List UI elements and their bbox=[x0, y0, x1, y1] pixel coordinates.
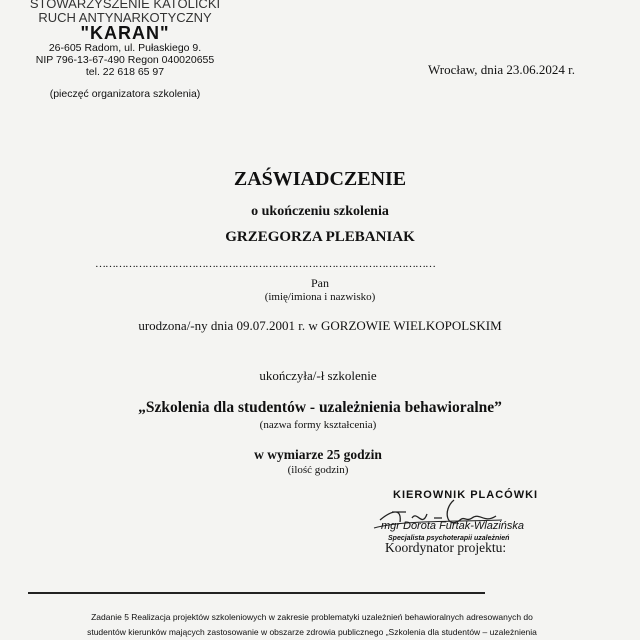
place-date: Wrocław, dnia 23.06.2024 r. bbox=[428, 62, 576, 77]
stamp-caption: (pieczęć organizatora szkolenia) bbox=[49, 88, 201, 100]
birth-line: urodzona/-ny dnia 09.07.2001 r. w GORZOWIE WIELKOPOLSKIM bbox=[138, 318, 502, 333]
coordinator-label: Koordynator projektu: bbox=[385, 540, 507, 555]
footer-line-1: Zadanie 5 Realizacja projektów szkoleniowych w zakresie problematyki uzależnień behawioralnych adresowanych do bbox=[91, 612, 533, 622]
signature-title: Specjalista psychoterapii uzależnień bbox=[388, 535, 510, 542]
course-caption: (nazwa formy kształcenia) bbox=[259, 419, 377, 431]
stamp-line-1: STOWARZYSZENIE KATOLICKI bbox=[29, 0, 221, 11]
hours: w wymiarze 25 godzin bbox=[254, 447, 382, 462]
signature-name: mgr Dorota Furtak-Wlazińska bbox=[381, 520, 525, 532]
document-title: ZAŚWIADCZENIE bbox=[233, 168, 407, 190]
footer-divider bbox=[28, 592, 485, 594]
dotted-line: ………………………………………………………………………………………… bbox=[95, 258, 435, 270]
course-name: „Szkolenia dla studentów - uzależnienia behawioralne” bbox=[138, 399, 502, 416]
stamp-ids: NIP 796-13-67-490 Regon 040020655 bbox=[35, 54, 215, 66]
footer-line-2: studentów kierunków mających zastosowanie w obszarze zdrowia publicznego „Szkolenia dla studentów – uzależnienia bbox=[87, 627, 537, 637]
completed-text: ukończyła/-ł szkolenie bbox=[259, 368, 377, 383]
stamp-line-2: RUCH ANTYNARKOTYCZNY bbox=[38, 10, 212, 25]
person-name: GRZEGORZA PLEBANIAK bbox=[225, 229, 415, 245]
signature-role: KIEROWNIK PLACÓWKI bbox=[393, 489, 539, 501]
document-subtitle: o ukończeniu szkolenia bbox=[251, 204, 389, 219]
stamp-phone: tel. 22 618 65 97 bbox=[85, 66, 165, 78]
salutation: Pan bbox=[311, 276, 329, 290]
stamp-address: 26-605 Radom, ul. Pułaskiego 9. bbox=[48, 42, 202, 54]
hours-caption: (ilość godzin) bbox=[287, 464, 349, 476]
handwritten-signature bbox=[372, 490, 512, 540]
stamp-name: "KARAN" bbox=[80, 23, 170, 43]
name-caption: (imię/imiona i nazwisko) bbox=[264, 291, 376, 303]
